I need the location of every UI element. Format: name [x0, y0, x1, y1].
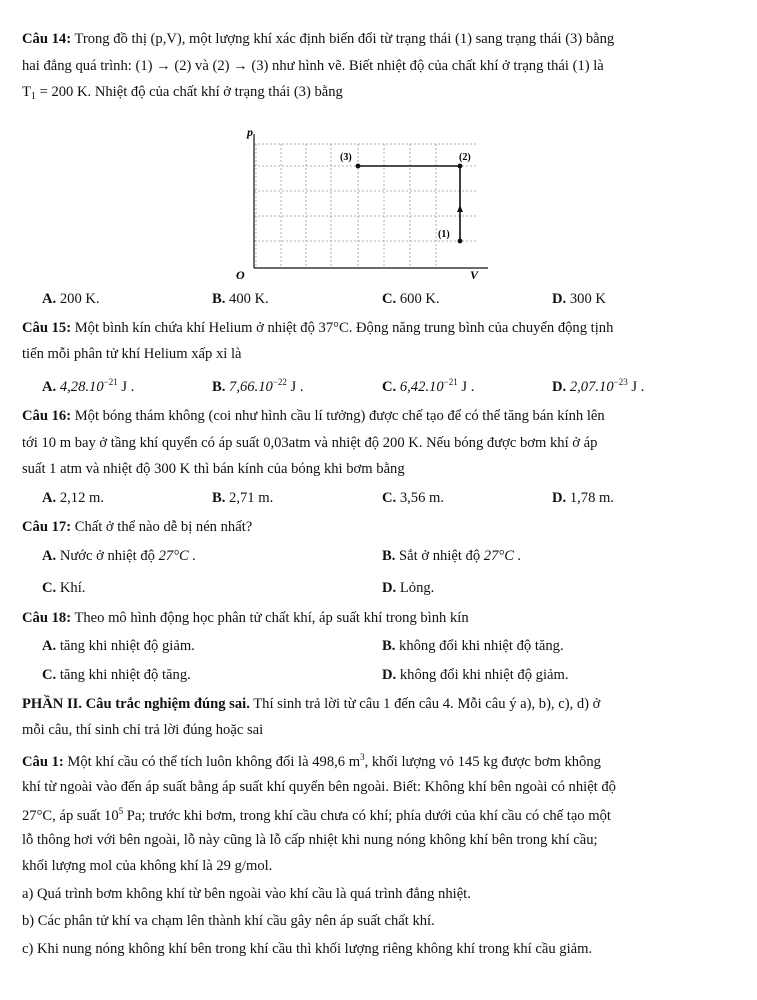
q14-option-a[interactable]: A. 200 K.	[42, 291, 100, 307]
y-axis-label: p	[247, 125, 253, 139]
origin-label: O	[236, 268, 245, 282]
q18-line-1: Câu 18: Theo mô hình động học phân tử chất khí, áp suất khí trong bình kín	[22, 610, 469, 626]
state-1-label: (1)	[438, 229, 450, 240]
p1-line-1: Câu 1: Một khí cầu có thể tích luôn không đổi là 498,6 $m^3$, khối lượng vỏ 145 kg được bơm không	[22, 752, 601, 770]
q18-option-a[interactable]: A. tăng khi nhiệt độ giảm.	[42, 638, 195, 654]
q17-option-c[interactable]: C. Khí.	[42, 580, 86, 596]
q14-line-3: $T_1 = 200$ K. Nhiệt độ của chất khí ở trạng thái (3) bằng	[22, 84, 343, 102]
q17-option-a[interactable]: A. Nước ở nhiệt độ 27°C .	[42, 548, 197, 564]
q14-line-2: hai đẳng quá trình: (1) → (2) và (2) → (3) như hình vẽ. Biết nhiệt độ của chất khí ở trạng thái (1) là	[22, 58, 604, 74]
p1-line-5: khối lượng mol của không khí là 29 g/mol.	[22, 858, 273, 874]
q18-option-b[interactable]: B. không đổi khi nhiệt độ tăng.	[382, 638, 564, 654]
q18-option-d[interactable]: D. không đổi khi nhiệt độ giảm.	[382, 667, 569, 683]
q15-label: Câu 15:	[22, 320, 72, 336]
arrow-up-icon	[457, 205, 463, 212]
p1-statement-b[interactable]: b) Các phân tử khí va chạm lên thành khí cầu gây nên áp suất chất khí.	[22, 913, 435, 929]
p1-statement-a[interactable]: a) Quá trình bơm không khí từ bên ngoài vào khí cầu là quá trình đẳng nhiệt.	[22, 886, 471, 902]
q16-line-3: suất 1 atm và nhiệt độ 300 K thì bán kính của bóng khi bơm bằng	[22, 461, 405, 477]
p1-statement-c[interactable]: c) Khi nung nóng không khí bên trong khí cầu thì khối lượng riêng không khí trong khí cầu giảm.	[22, 941, 593, 957]
q15-line-1: Câu 15: Một bình kín chứa khí Helium ở nhiệt độ 37°C. Động năng trung bình của chuyển động tịnh	[22, 320, 614, 336]
q15-option-c[interactable]: C. $6,42.10^{-21}$ J .	[382, 377, 475, 395]
q15-option-a[interactable]: A. $4,28.10^{-21}$ J .	[42, 377, 135, 395]
p1-label: Câu 1:	[22, 754, 64, 770]
q16-line-1: Câu 16: Một bóng thám không (coi như hình cầu lí tưởng) được chế tạo để có thể tăng bán kính lên	[22, 408, 605, 424]
p1-line-2: khí từ ngoài vào đến áp suất bằng áp suất khí quyển bên ngoài. Biết: Không khí bên ngoài có nhiệt độ	[22, 779, 616, 795]
q14-line-1: Câu 14: Trong đồ thị (p,V), một lượng khí xác định biến đổi từ trạng thái (1) sang trạng thái (3) bằng	[22, 31, 615, 47]
q15-option-b[interactable]: B. $7,66.10^{-22}$ J .	[212, 377, 304, 395]
q17-label: Câu 17:	[22, 519, 72, 535]
q16-option-c[interactable]: C. 3,56 m.	[382, 490, 445, 506]
q14-option-b[interactable]: B. 400 K.	[212, 291, 269, 307]
q15-option-d[interactable]: D. $2,07.10^{-23}$ J .	[552, 377, 645, 395]
q17-option-b[interactable]: B. Sắt ở nhiệt độ 27°C .	[382, 548, 522, 564]
state-2-label: (2)	[459, 152, 471, 163]
q16-option-b[interactable]: B. 2,71 m.	[212, 490, 274, 506]
graph-grid	[254, 144, 476, 268]
state-2-point	[458, 164, 463, 169]
p1-line-4: lỗ thông hơi với bên ngoài, lỗ này cũng là lỗ cấp nhiệt khi nung nóng không khí bên trong khí cầu;	[22, 832, 598, 848]
q17-option-d[interactable]: D. Lỏng.	[382, 580, 435, 596]
pv-graph	[226, 122, 516, 282]
q14-option-c[interactable]: C. 600 K.	[382, 291, 440, 307]
q14-label: Câu 14:	[22, 31, 72, 47]
state-1-point	[458, 239, 463, 244]
q18-option-c[interactable]: C. tăng khi nhiệt độ tăng.	[42, 667, 191, 683]
q16-option-d[interactable]: D. 1,78 m.	[552, 490, 615, 506]
part2-line-1: PHẦN II. Câu trắc nghiệm đúng sai. Thí sinh trả lời từ câu 1 đến câu 4. Mỗi câu ý a), b), c), d) ở	[22, 696, 601, 712]
x-axis-label: V	[470, 268, 479, 282]
q14-option-d[interactable]: D. 300 K	[552, 291, 606, 307]
q15-line-2: tiến mỗi phân tử khí Helium xấp xỉ là	[22, 346, 242, 362]
q18-label: Câu 18:	[22, 610, 72, 626]
q17-line-1: Câu 17: Chất ở thể nào dễ bị nén nhất?	[22, 519, 253, 535]
p1-line-3: 27°C, áp suất $10^5$ Pa; trước khi bơm, trong khí cầu chưa có khí; phía dưới của khí cầu có chế tạo một	[22, 806, 611, 824]
q16-label: Câu 16:	[22, 408, 72, 424]
state-3-point	[356, 164, 361, 169]
part2-line-2: mỗi câu, thí sinh chỉ trả lời đúng hoặc sai	[22, 722, 264, 738]
part2-heading: PHẦN II. Câu trắc nghiệm đúng sai.	[22, 696, 250, 712]
q16-option-a[interactable]: A. 2,12 m.	[42, 490, 105, 506]
state-3-label: (3)	[340, 152, 352, 163]
q16-line-2: tới 10 m bay ở tầng khí quyển có áp suất 0,03atm và nhiệt độ 200 K. Nếu bóng được bơm khí ở áp	[22, 435, 598, 451]
